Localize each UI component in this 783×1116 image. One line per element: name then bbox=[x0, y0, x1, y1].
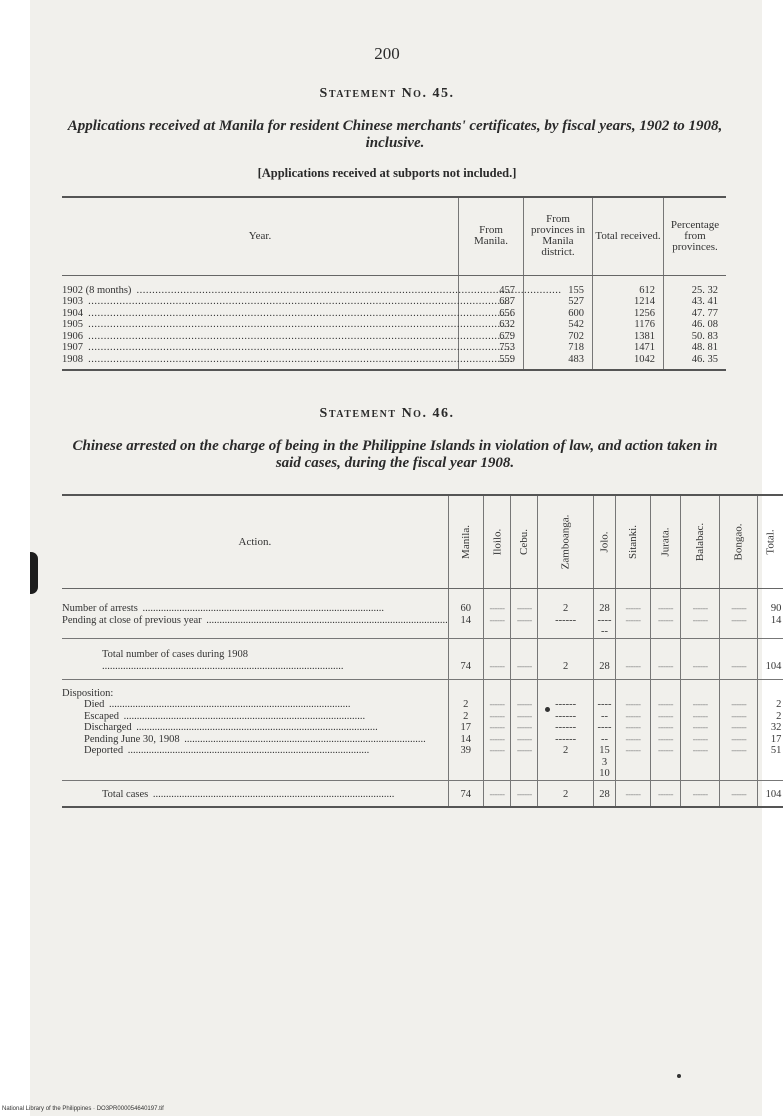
col-header-zamboanga: Zamboanga. bbox=[559, 514, 572, 570]
total-cell: 2 bbox=[776, 699, 782, 710]
total-received-cell: 1214 bbox=[593, 296, 664, 308]
zamboanga-cell: 2 bbox=[538, 780, 594, 807]
from-provinces-cell: 155 bbox=[524, 275, 593, 296]
from-provinces-cell: 600 bbox=[524, 308, 593, 320]
year-cell: 1905 bbox=[62, 319, 83, 330]
row-label-total-1908: Total number of cases during 1908 ..... bbox=[102, 649, 448, 673]
manila-cell: 2 bbox=[463, 710, 469, 722]
col-header-sitanki: Sitanki. bbox=[627, 525, 640, 559]
jolo-cell: 10 bbox=[599, 768, 610, 779]
row-label-total-cases: Total cases bbox=[102, 788, 149, 800]
percentage-cell: 50. 83 bbox=[664, 331, 727, 343]
scan-speck bbox=[545, 707, 550, 712]
manila-cell: 14 bbox=[460, 614, 471, 626]
statement-45-caption: Applications received at Manila for resident Chinese merchants' certificates, by fiscal years, 1902 to 1908, inclusive. bbox=[67, 118, 723, 151]
col-header-iloilo: Iloilo. bbox=[491, 528, 504, 556]
from-provinces-cell: 718 bbox=[524, 342, 593, 354]
manila-cell: 2 bbox=[463, 699, 469, 710]
statement-45-table bbox=[62, 196, 726, 371]
total-received-cell: 612 bbox=[593, 275, 664, 296]
manila-cell: 17 bbox=[460, 722, 471, 733]
col-header-from-manila: From Manila. bbox=[459, 197, 524, 275]
year-cell: 1902 (8 months) bbox=[62, 284, 132, 296]
total-cell: 2 bbox=[776, 710, 782, 722]
statement-45-note: [Applications received at subports not included.] bbox=[257, 166, 517, 180]
statement-46-table bbox=[62, 494, 783, 808]
scan-speck bbox=[677, 1074, 681, 1078]
row-label-pending-prev: Pending at close of previous year bbox=[62, 614, 202, 626]
total-cell: 51 bbox=[770, 745, 782, 756]
from-manila-cell: 632 bbox=[459, 319, 524, 331]
from-provinces-cell: 483 bbox=[524, 354, 593, 371]
statement-46-title: Statement No. 46. bbox=[319, 406, 455, 421]
jolo-cell: 28 bbox=[593, 780, 615, 807]
table-row bbox=[62, 319, 726, 331]
table-row: Disposition: Died ..... Escaped ..... Discharged ..... Pending June 30, 1908 ..... Deported ..... 2 2 17 14 39 ------ ------ ------ ------ ------ ------ ------ ------ ------ ------ ------ ------ ------ ------ 2 ------ ------ 15 3 10 ------ ------ ------ ------ ------ ------ ------ ------ ------ ------ ------ ------ ------ ------ ------ ------ ------ ------ ------ ------ 2 2 32 17 51 bbox=[62, 679, 783, 780]
year-cell: 1904 bbox=[62, 307, 83, 319]
manila-cell: 74 bbox=[448, 638, 483, 679]
statement-45-title: Statement No. 45. bbox=[319, 86, 455, 101]
total-cell: 104 bbox=[758, 780, 783, 807]
year-cell: 1908 bbox=[62, 353, 83, 365]
manila-cell: 39 bbox=[460, 745, 471, 756]
total-received-cell: 1381 bbox=[593, 331, 664, 343]
table-row bbox=[62, 354, 726, 371]
col-header-jurata: Jurata. bbox=[659, 527, 672, 557]
from-provinces-cell: 702 bbox=[524, 331, 593, 343]
table-row bbox=[62, 308, 726, 320]
from-provinces-cell: 527 bbox=[524, 296, 593, 308]
jolo-cell: 3 bbox=[601, 756, 608, 768]
percentage-cell: 43. 41 bbox=[664, 296, 727, 308]
col-header-total-received: Total received. bbox=[593, 197, 664, 275]
total-received-cell: 1256 bbox=[593, 308, 664, 320]
zamboanga-cell: 2 bbox=[563, 603, 569, 614]
row-label-died: Died bbox=[84, 699, 105, 710]
table-row bbox=[62, 275, 726, 296]
row-label-discharged: Discharged bbox=[84, 722, 132, 733]
col-header-cebu: Cebu. bbox=[518, 529, 531, 555]
col-header-jolo: Jolo. bbox=[598, 531, 611, 553]
manila-cell: 74 bbox=[448, 780, 483, 807]
zamboanga-cell: 2 bbox=[563, 745, 569, 756]
year-cell: 1907 bbox=[62, 342, 83, 353]
table-row: Total number of cases during 1908 ..... 74 ------ ------ 2 28 ------ ------ ------ ------ 104 bbox=[62, 638, 783, 679]
from-manila-cell: 656 bbox=[459, 308, 524, 320]
percentage-cell: 25. 32 bbox=[664, 275, 727, 296]
row-label-arrests: Number of arrests bbox=[62, 603, 138, 614]
percentage-cell: 47. 77 bbox=[664, 308, 727, 320]
manila-cell: 14 bbox=[460, 733, 471, 745]
statement-46-caption: Chinese arrested on the charge of being in the Philippine Islands in violation of law, and action taken in said cases, during the fiscal year 1908. bbox=[72, 438, 718, 471]
scan-footer: National Library of the Philippines · DO3PR000054640197.tif bbox=[2, 1106, 164, 1112]
total-received-cell: 1176 bbox=[593, 319, 664, 331]
total-cell: 32 bbox=[770, 722, 782, 733]
total-received-cell: 1042 bbox=[593, 354, 664, 371]
row-label-deported: Deported bbox=[84, 745, 124, 756]
percentage-cell: 46. 35 bbox=[664, 354, 727, 371]
year-cell: 1906 bbox=[62, 330, 83, 342]
total-cell: 17 bbox=[770, 733, 782, 745]
col-header-manila: Manila. bbox=[459, 525, 472, 559]
table-row: Total cases ..... 74 ------ ------ 2 28 ------ ------ ------ ------ 104 bbox=[62, 780, 783, 807]
row-label-pending-june: Pending June 30, 1908 bbox=[84, 733, 180, 745]
zamboanga-cell: 2 bbox=[538, 638, 594, 679]
table-row bbox=[62, 296, 726, 308]
percentage-cell: 46. 08 bbox=[664, 319, 727, 331]
from-manila-cell: 457 bbox=[459, 275, 524, 296]
percentage-cell: 48. 81 bbox=[664, 342, 727, 354]
from-provinces-cell: 542 bbox=[524, 319, 593, 331]
page-number: 200 bbox=[374, 44, 400, 63]
col-header-year: Year. bbox=[62, 197, 459, 275]
from-manila-cell: 559 bbox=[459, 354, 524, 371]
from-manila-cell: 679 bbox=[459, 331, 524, 343]
table-row: Number of arrests ..... Pending at close of previous year ..... 60 14 ------ ------ ------ ------ 2 ------ 28 ------ ------ ------ ------ ------ ------ ------ ------ ------ 90 14 bbox=[62, 589, 783, 639]
binding-shadow bbox=[30, 552, 38, 594]
col-header-bongao: Bongao. bbox=[732, 523, 745, 561]
col-header-from-provinces: From provinces in Manila district. bbox=[524, 197, 593, 275]
col-header-balabac: Balabac. bbox=[694, 522, 707, 562]
total-received-cell: 1471 bbox=[593, 342, 664, 354]
total-cell: 104 bbox=[758, 638, 783, 679]
col-header-total: Total. bbox=[764, 529, 777, 555]
year-cell: 1903 bbox=[62, 296, 83, 307]
from-manila-cell: 687 bbox=[459, 296, 524, 308]
manila-cell: 60 bbox=[460, 603, 471, 614]
from-manila-cell: 753 bbox=[459, 342, 524, 354]
jolo-cell: 15 bbox=[599, 745, 610, 756]
col-header-percentage: Percentage from provinces. bbox=[664, 197, 727, 275]
row-label-disposition: Disposition: bbox=[62, 687, 114, 699]
jolo-cell: 28 bbox=[599, 603, 610, 614]
table-row bbox=[62, 331, 726, 343]
total-cell: 90 bbox=[770, 603, 782, 614]
table-row bbox=[62, 342, 726, 354]
col-header-action: Action. bbox=[62, 495, 448, 589]
row-label-escaped: Escaped bbox=[84, 710, 119, 722]
total-cell: 14 bbox=[770, 614, 782, 626]
jolo-cell: 28 bbox=[593, 638, 615, 679]
